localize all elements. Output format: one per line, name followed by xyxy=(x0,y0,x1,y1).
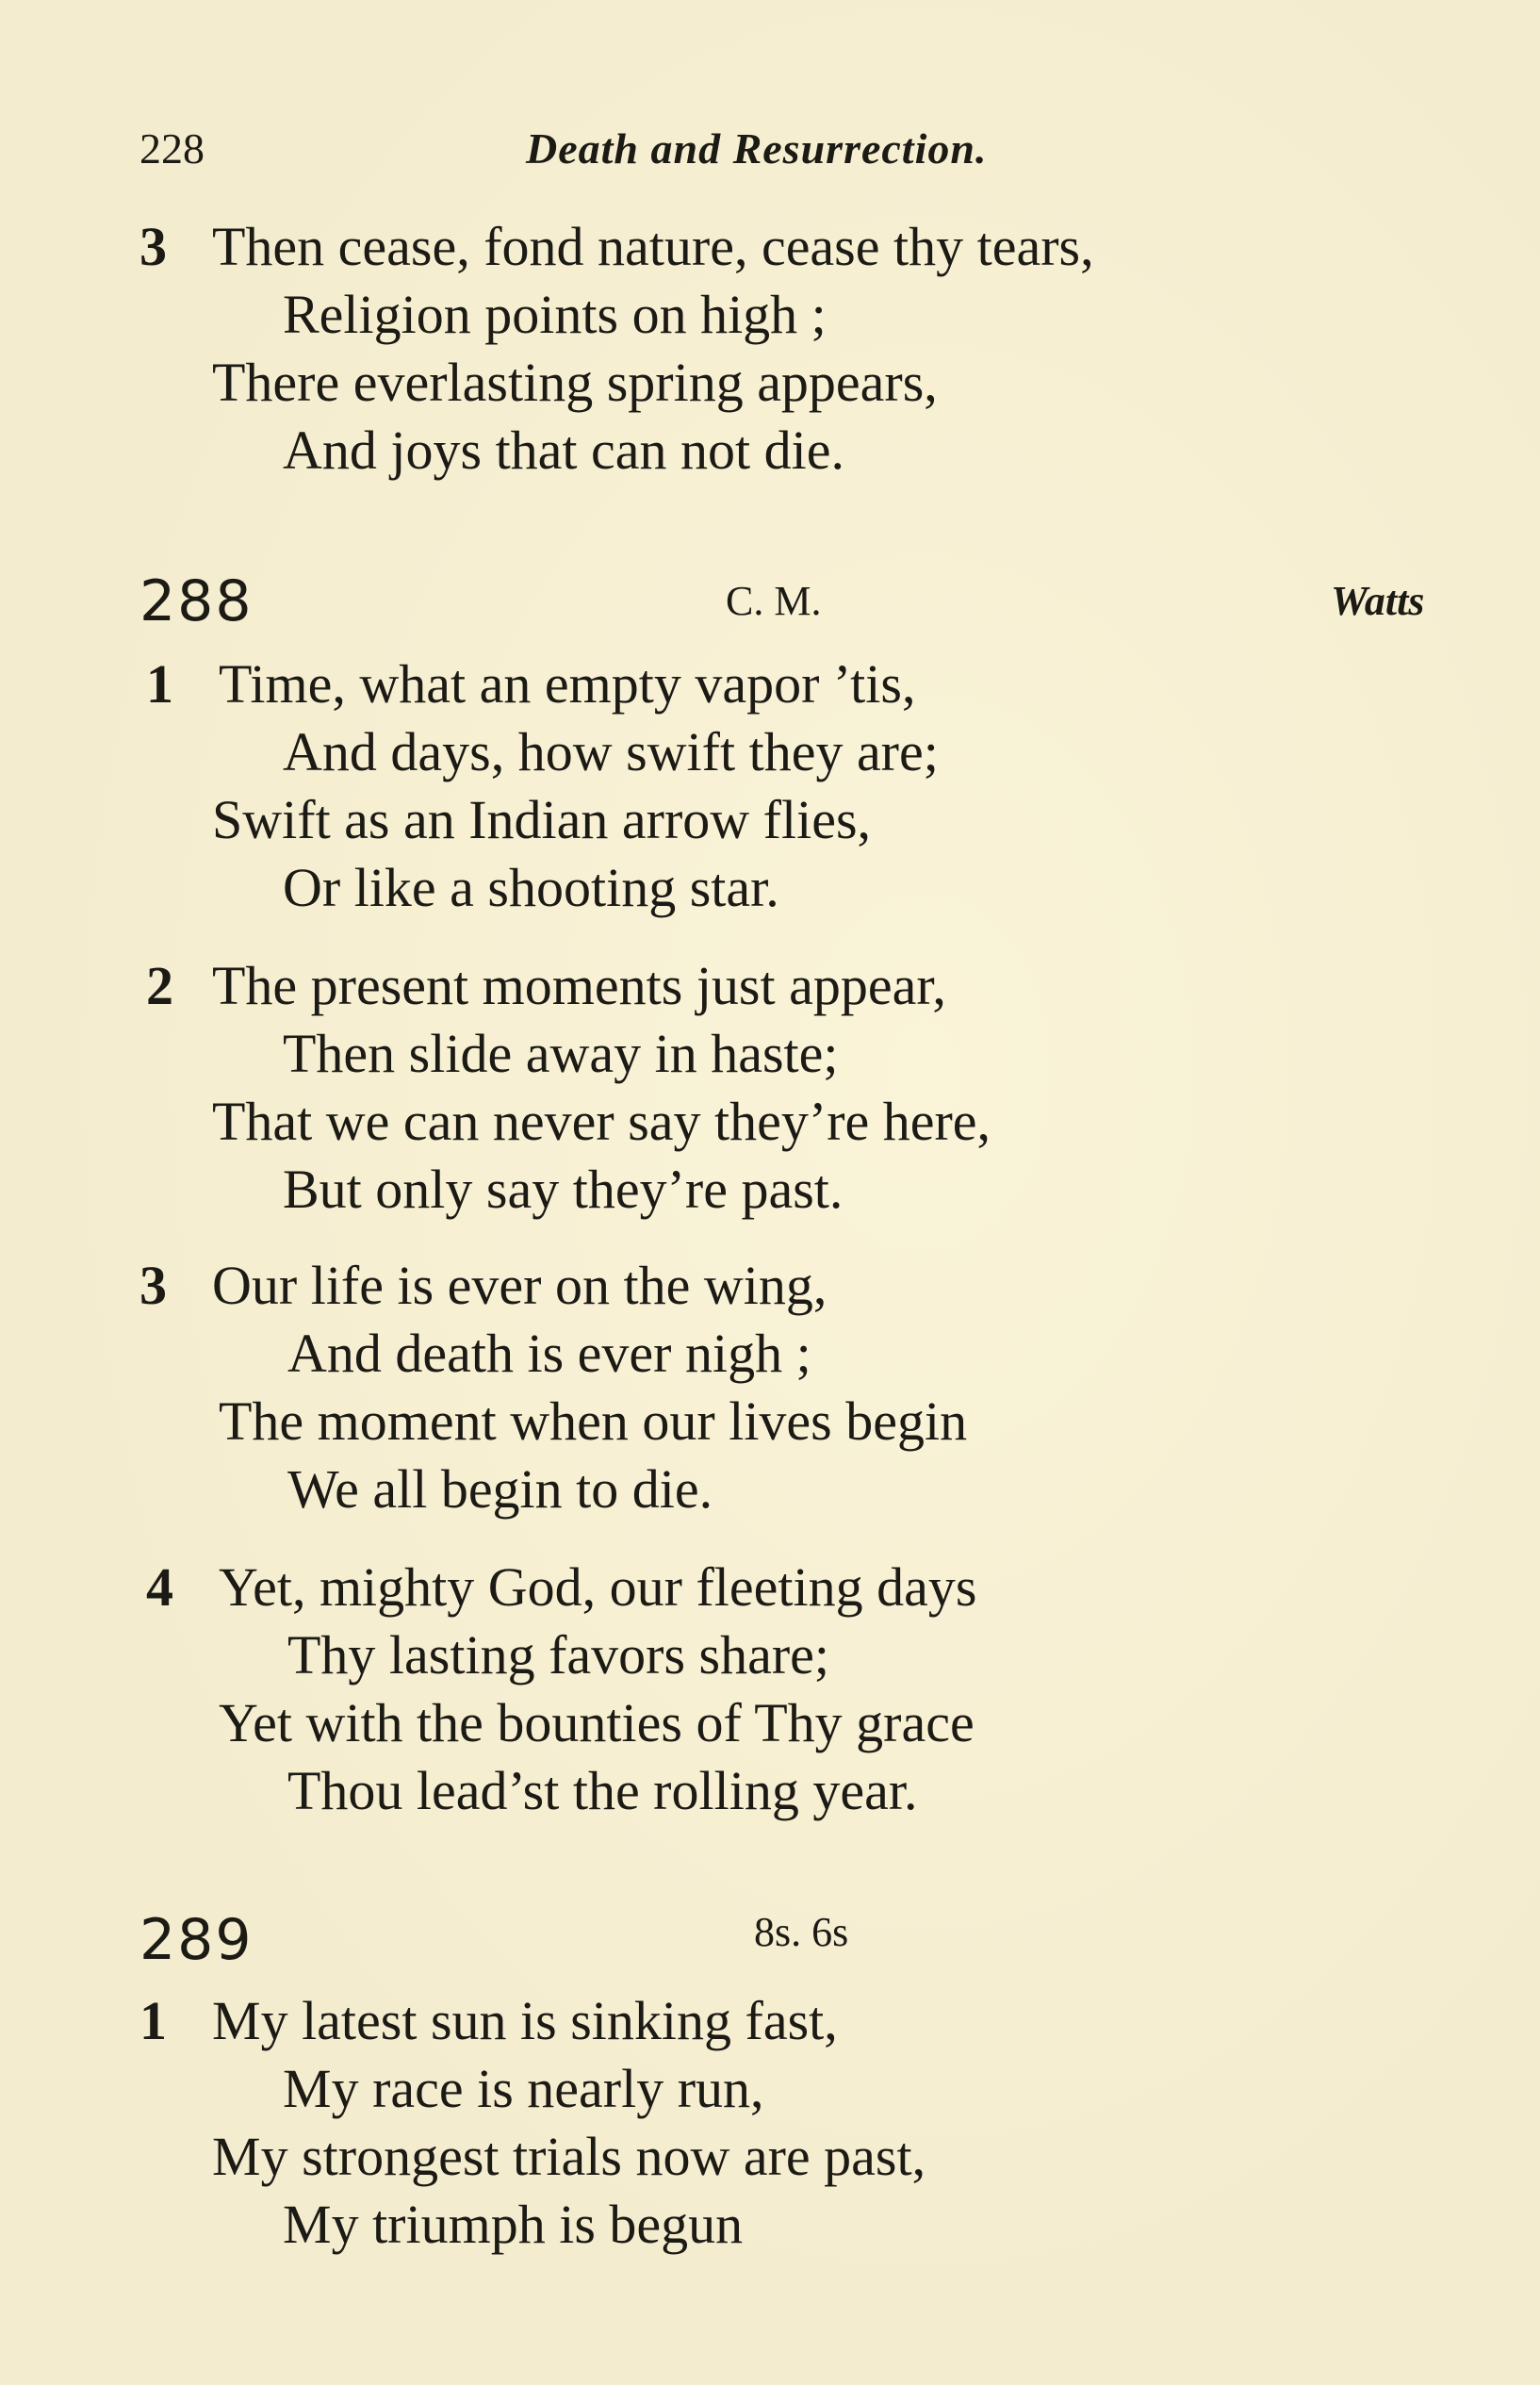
verse-line: The moment when our lives begin xyxy=(219,1390,968,1452)
verse-line: Thou lead’st the rolling year. xyxy=(287,1760,918,1821)
verse-line: There everlasting spring appears, xyxy=(212,352,938,413)
hymn-number: 289 xyxy=(139,1907,254,1973)
verse-line: And death is ever nigh ; xyxy=(287,1323,811,1384)
verse-line: Or like a shooting star. xyxy=(283,857,779,918)
verse-line: Time, what an empty vapor ’tis, xyxy=(219,653,916,715)
verse-line: But only say they’re past. xyxy=(283,1159,844,1220)
verse-line: Religion points on high ; xyxy=(283,284,827,345)
stanza-number: 1 xyxy=(139,1990,167,2051)
verse-line: That we can never say they’re here, xyxy=(212,1091,991,1152)
verse-line: And joys that can not die. xyxy=(283,419,845,481)
verse-line: My strongest trials now are past, xyxy=(212,2126,926,2187)
page-number: 228 xyxy=(139,124,205,173)
page-header xyxy=(139,121,1459,177)
stanza-number: 3 xyxy=(139,1255,167,1316)
stanza-number: 2 xyxy=(146,955,173,1016)
verse-line: Swift as an Indian arrow flies, xyxy=(212,789,872,850)
stanza-number: 4 xyxy=(146,1556,173,1618)
hymn-author: Watts xyxy=(1331,578,1425,624)
verse-line: Yet with the bounties of Thy grace xyxy=(219,1692,975,1753)
verse-line: We all begin to die. xyxy=(287,1458,713,1520)
verse-line: My triumph is begun xyxy=(283,2194,744,2255)
verse-line: Then slide away in haste; xyxy=(283,1023,839,1084)
verse-line: Our life is ever on the wing, xyxy=(212,1255,827,1316)
verse-line: My race is nearly run, xyxy=(283,2058,764,2119)
running-title: Death and Resurrection. xyxy=(526,124,988,173)
verse-line: The present moments just appear, xyxy=(212,955,946,1016)
verse-line: Yet, mighty God, our fleeting days xyxy=(219,1556,977,1618)
verse-line: My latest sun is sinking fast, xyxy=(212,1990,838,2051)
verse-line: Thy lasting favors share; xyxy=(287,1624,830,1686)
verse-line: And days, how swift they are; xyxy=(283,721,939,782)
hymn-number: 288 xyxy=(139,568,254,634)
verse-line: Then cease, fond nature, cease thy tears, xyxy=(212,216,1094,277)
hymn-meter: 8s. 6s xyxy=(754,1909,849,1955)
stanza-number: 1 xyxy=(146,653,173,715)
stanza-number: 3 xyxy=(139,216,167,277)
hymn-meter: C. M. xyxy=(726,578,822,624)
